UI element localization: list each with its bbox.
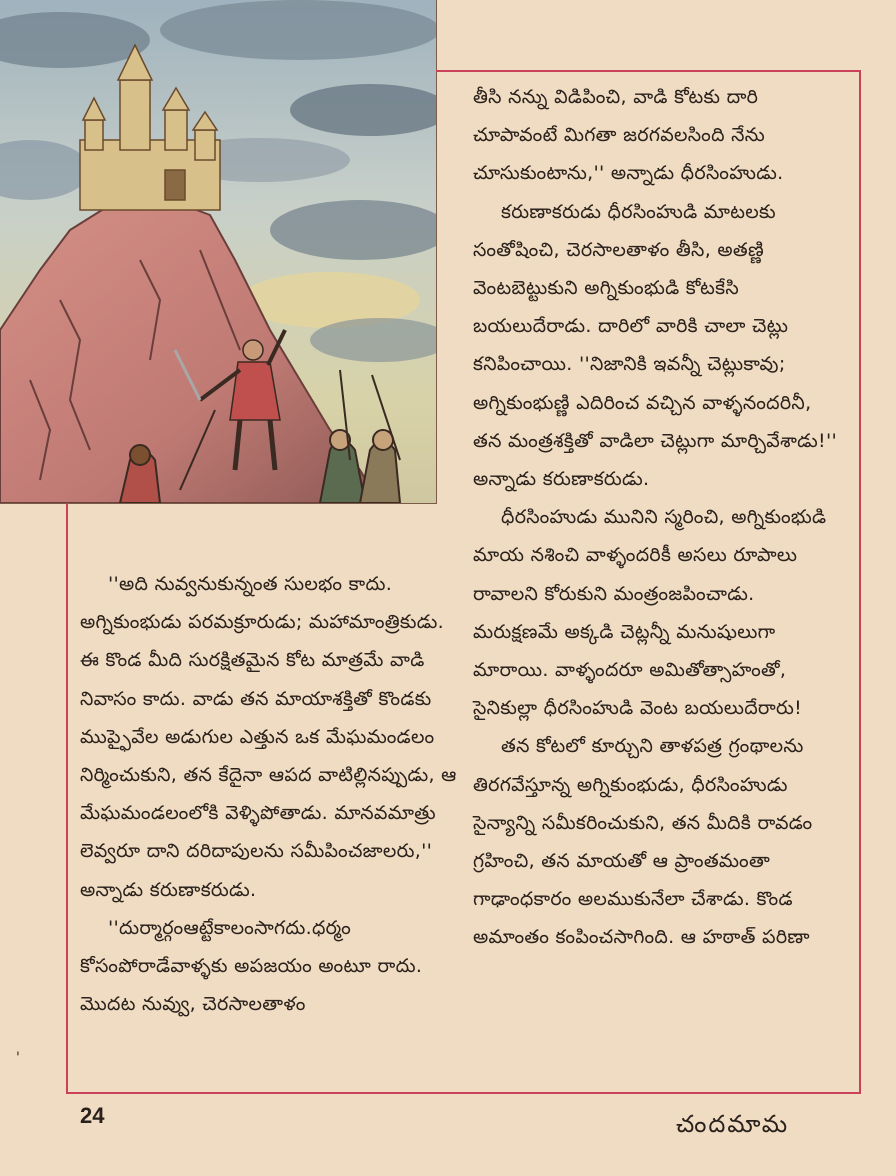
frame-bottom-line: [66, 1092, 861, 1094]
right-paragraph-1: తీసి నన్ను విడిపించి, వాడి కోటకు దారి చూపావంటే మిగతా జరగవలసింది నేను చూసుకుంటాను,'' అన్నాడు ధీరసింహుడు.: [473, 86, 784, 185]
illustration-drawing: [0, 0, 436, 503]
left-paragraph-2: ''దుర్మార్గంఆట్టేకాలంసాగదు.ధర్మం కోసంపోరాడేవాళ్ళకు అపజయం అంటూ రాదు. మొదట నువ్వు, చెరసాలతాళం: [80, 916, 423, 1016]
left-text-column: [80, 565, 465, 1023]
frame-left-line: [66, 503, 68, 1094]
castle-mountain-illustration: [0, 0, 437, 504]
margin-mark: ': [16, 1050, 20, 1066]
right-paragraph-4: తన కోటలో కూర్చుని తాళపత్ర గ్రంథాలను తిరగవేస్తూన్న అగ్నికుంభుడు, ధీరసింహుడు సైన్యాన్ని సమీకరించుకుని, తన మీదికి రావడం గ్రహించి, తన మాయతో ఆ ప్రాంతమంతా గాఢాంధకారం అలముకునేలా చేశాడు. కొండ అమాంతం కంపించసాగింది. ఆ హఠాత్ పరిణా: [473, 735, 813, 949]
right-paragraph-3: ధీరసింహుడు మునిని స్మరించి, అగ్నికుంభుడి మాయ నశించి వాళ్ళందరికీ అసలు రూపాలు రావాలని కోరుకుని మంత్రంజపించాడు. మరుక్షణమే అక్కడి చెట్లన్నీ మనుషులుగా మారాయి. వాళ్ళందరూ అమితోత్సాహంతో, సైనికుల్లా ధీరసింహుడి వెంట బయలుదేరారు!: [473, 506, 827, 720]
right-paragraph-2: కరుణాకరుడు ధీరసింహుడి మాటలకు సంతోషించి, చెరసాలతాళం తీసి, అతణ్ణి వెంటబెట్టుకుని అగ్నికుంభుడి కోటకేసి బయలుదేరాడు. దారిలో వారికి చాలా చెట్లు కనిపించాయి. ''నిజానికి ఇవన్నీ చెట్లుకావు; అగ్నికుంభుణ్ణి ఎదిరించ వచ్చిన వాళ్ళనందరినీ, తన మంత్రశక్తితో వాడిలా చెట్లుగా మార్చివేశాడు!'' అన్నాడు కరుణాకరుడు.: [473, 200, 838, 491]
frame-right-line: [859, 70, 861, 1094]
page-number: 24: [80, 1103, 105, 1128]
right-text-column: [473, 78, 843, 957]
left-paragraph-1: ''అది నువ్వనుకున్నంత సులభం కాదు. అగ్నికుంభుడు పరమక్రూరుడు; మహామాంత్రికుడు. ఈ కొండ మీది సురక్షితమైన కోట మాత్రమే వాడి నివాసం కాదు. వాడు తన మాయాశక్తితో కొండకు ముప్ఫైవేల అడుగుల ఎత్తున ఒక మేఘమండలం నిర్మించుకుని, తన కేదైనా ఆపద వాటిల్లినప్పుడు, ఆ మేఘమండలంలోకి వెళ్ళిపోతాడు. మానవమాత్రు లెవ్వరూ దాని దరిదాపులను సమీపించజాలరు,'' అన్నాడు కరుణాకరుడు.: [80, 573, 457, 901]
frame-top-line: [436, 70, 861, 72]
magazine-title: చందమామ: [676, 1110, 790, 1138]
